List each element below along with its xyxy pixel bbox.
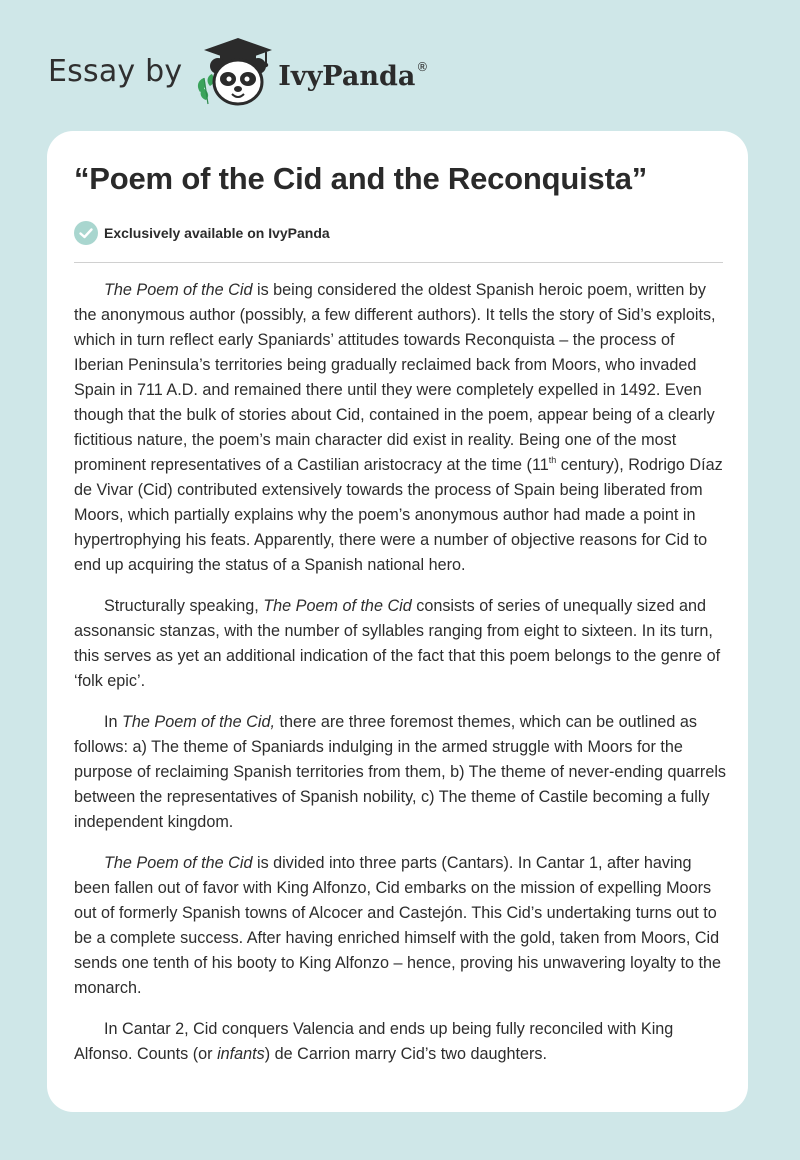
title-divider xyxy=(74,262,723,263)
paragraph: Structurally speaking, The Poem of the Cid consists of series of unequally sized and assonansic stanzas, with the number of syllables ranging from eight to sixteen. In its turn, this serves as yet an additional indication of the fact that this poem belongs to the genre of ‘folk epic’. xyxy=(74,597,721,690)
exclusive-label: Exclusively available on IvyPanda xyxy=(104,225,330,241)
exclusive-badge xyxy=(74,221,330,245)
ivypanda-wordmark[interactable]: IvyPanda® xyxy=(278,60,429,92)
essay-title: “Poem of the Cid and the Reconquista” xyxy=(74,161,648,196)
logo-link[interactable] xyxy=(194,34,278,115)
paragraph: The Poem of the Cid is being considered the oldest Spanish heroic poem, written by the anonymous author (possibly, a few different authors). It tells the story of Sid’s exploits, which in turn reflect early Spaniards’ attitudes towards Reconquista – the process of Iberian Peninsula’s territories being gradually reclaimed back from Moors, who invaded Spain in 711 A.D. and remained there until they were completely expelled in 1492. Even though that the bulk of stories about Cid, contained in the poem, appear being of a clearly fictitious nature, the poem’s main character did exist in reality. Being one of the most prominent representatives of a Castilian aristocracy at the time (11th century), Rodrigo Díaz de Vivar (Cid) contributed extensively towards the process of Spain being liberated from Moors, which partially explains why the poem’s anonymous author had made a point in hypertrophying his feats. Apparently, there were a number of objective reasons for Cid to end up acquiring the status of a Spanish national hero. xyxy=(74,281,723,574)
check-circle-icon xyxy=(74,221,98,245)
essay-body xyxy=(74,278,726,1083)
paragraph: In Cantar 2, Cid conquers Valencia and ends up being fully reconciled with King Alfonso. Counts (or infants) de Carrion marry Cid’s two daughters. xyxy=(74,1020,674,1063)
essay-card xyxy=(47,131,748,1112)
panda-graduate-icon xyxy=(194,34,276,110)
essay-by-label: Essay by xyxy=(48,53,183,89)
paragraph: The Poem of the Cid is divided into three parts (Cantars). In Cantar 1, after having been fallen out of favor with King Alfonzo, Cid embarks on the mission of expelling Moors out of formerly Spanish towns of Alcocer and Castejón. This Cid’s undertaking turns out to be a complete success. After having enriched himself with the gold, taken from Moors, Cid sends one tenth of his booty to King Alfonzo – hence, proving his unwavering loyalty to the monarch. xyxy=(74,854,722,997)
paragraph: In The Poem of the Cid, there are three foremost themes, which can be outlined as follows: a) The theme of Spaniards indulging in the armed struggle with Moors for the purpose of reclaiming Spanish territories from them, b) The theme of never-ending quarrels between the representatives of Spanish nobility, c) The theme of Castile becoming a fully independent kingdom. xyxy=(74,713,727,831)
site-header xyxy=(48,34,428,114)
